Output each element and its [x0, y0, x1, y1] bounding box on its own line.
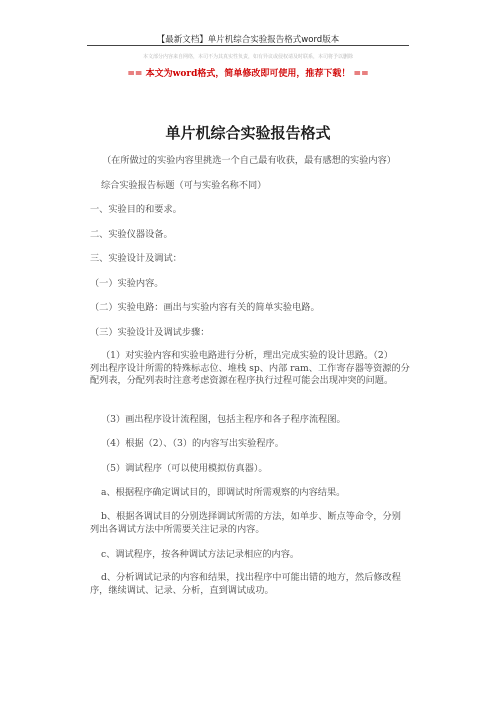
step-1-line-3: 配列表，分配列表时注意考虑资源在程序执行过程可能会出现冲突的问题。	[90, 375, 394, 386]
subsection-content: （一）实验内容。	[90, 278, 164, 289]
step-1-line-1: （1）对实验内容和实验电路进行分析，理出完成实验的设计思路。（2）	[101, 350, 393, 361]
section-design: 三、实验设计及调试：	[90, 253, 182, 264]
step-d-line-2: 序，继续调试、记录、分析，直到调试成功。	[90, 584, 274, 596]
step-b-paragraph	[90, 511, 408, 536]
step-a: a、根据程序确定调试目的，即调试时所需观察的内容结果。	[101, 487, 346, 498]
step-d-line-1: d、分析调试记录的内容和结果，找出程序中可能出错的地方，然后修改程	[101, 572, 401, 583]
header-title: 【最新文档】单片机综合实验报告格式word版本	[156, 35, 340, 45]
step-b-line-1: b、根据各调试目的分别选择调试所需的方法，如单步、断点等命令，分别	[101, 511, 401, 522]
section-equipment: 二、实验仪器设备。	[90, 229, 173, 240]
intro-note: （在所做过的实验内容里挑选一个自己最有收获，最有感想的实验内容）	[102, 155, 396, 166]
step-c: c、调试程序，按各种调试方法记录相应的内容。	[101, 549, 300, 560]
subsection-circuit: （二）实验电路：画出与实验内容有关的简单实验电路。	[90, 302, 320, 313]
step-4: （4）根据（2）、（3）的内容写出实验程序。	[101, 438, 284, 449]
report-title-line: 综合实验报告标题（可与实验名称不同）	[101, 180, 267, 191]
format-notice: == 本文为word格式，简单修改即可使用，推荐下载！ ==	[127, 69, 369, 79]
document-title: 单片机综合实验报告格式	[165, 124, 331, 142]
step-d-paragraph	[90, 572, 408, 597]
header-divider	[87, 45, 409, 46]
step-1-paragraph	[90, 350, 408, 388]
step-b-line-2: 列出各调试方法中所需要关注记录的内容。	[90, 523, 265, 535]
step-1-line-2: 列出程序设计所需的特殊标志位、堆栈 sp、内部 ram、工作寄存器等资源的分	[90, 362, 410, 374]
subsection-steps: （三）实验设计及调试步骤：	[90, 327, 210, 338]
step-3: （3）画出程序设计流程图，包括主程序和各子程序流程图。	[101, 414, 346, 425]
disclaimer-text: 本文部分内容来自网络，本司不为其真实性负责，如有异议或侵权请及时联系，本司将予以删除	[142, 54, 353, 60]
section-objectives: 一、实验目的和要求。	[90, 204, 182, 215]
step-5: （5）调试程序（可以使用模拟仿真器）。	[101, 463, 268, 474]
